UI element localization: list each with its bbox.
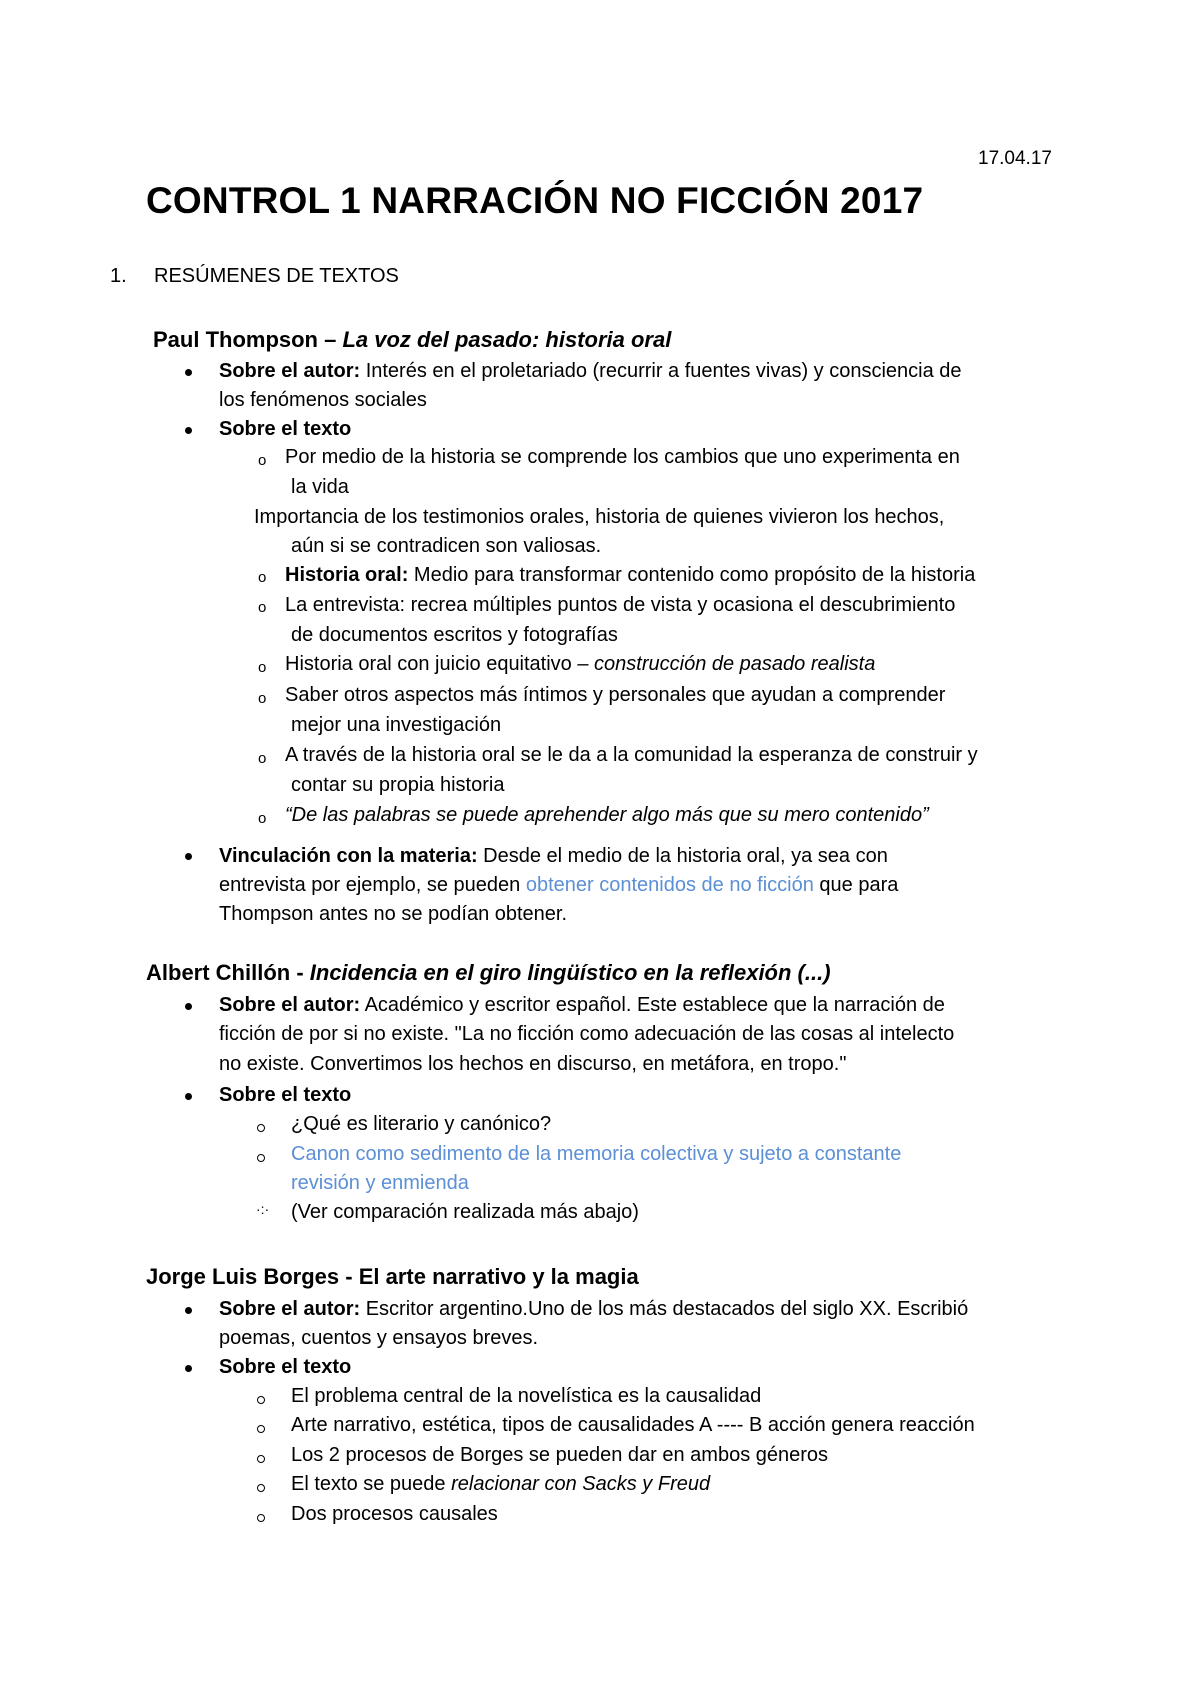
sub-bullet-icon — [257, 1396, 265, 1404]
thompson-vinc-text: Desde el medio de la historia oral, ya sea con — [477, 845, 888, 867]
thompson-s1-line2: la vida — [291, 476, 349, 498]
thompson-vinc-text-c: que para — [813, 874, 899, 896]
chillon-texto-label: Sobre el texto — [219, 1084, 352, 1106]
sub-bullet-icon: o — [258, 659, 267, 676]
section-label: RESÚMENES DE TEXTOS — [154, 265, 399, 287]
bullet-icon — [185, 427, 192, 434]
chillon-autor-line2: ficción de por si no existe. "La no ficción como adecuación de las cosas al intelecto — [219, 1023, 955, 1045]
thompson-texto-label: Sobre el texto — [219, 418, 352, 440]
borges-autor-label: Sobre el autor: — [219, 1298, 361, 1320]
thompson-autor-text: Interés en el proletariado (recurrir a fuentes vivas) y consciencia de — [360, 360, 962, 382]
chillon-work: Incidencia en el giro lingüístico en la reflexión (...) — [309, 960, 831, 985]
borges-s3: Los 2 procesos de Borges se pueden dar en ambos géneros — [291, 1444, 829, 1466]
chillon-s3: (Ver comparación realizada más abajo) — [291, 1201, 639, 1223]
thompson-s4-line2: de documentos escritos y fotografías — [291, 624, 618, 646]
chillon-autor-text: Académico y escritor español. Este establece que la narración de — [360, 994, 945, 1016]
sub-bullet-icon: o — [258, 569, 267, 586]
chillon-s1: ¿Qué es literario y canónico? — [291, 1113, 552, 1135]
thompson-s4-line1: La entrevista: recrea múltiples puntos de vista y ocasiona el descubrimiento — [285, 594, 956, 616]
thompson-vinc-line2 — [219, 871, 898, 900]
thompson-vinc-line1 — [219, 842, 888, 871]
thompson-vinc-line3: Thompson antes no se podían obtener. — [219, 903, 568, 925]
borges-texto-label: Sobre el texto — [219, 1356, 352, 1378]
thompson-s3-label: Historia oral: — [285, 564, 409, 586]
thompson-s5-italic: construcción de pasado realista — [594, 653, 876, 675]
thompson-s7-line1: A través de la historia oral se le da a la comunidad la esperanza de construir y — [285, 744, 978, 766]
sub-bullet-icon: o — [258, 810, 267, 827]
sub-bullet-icon — [257, 1484, 265, 1492]
thompson-autor-line2: los fenómenos sociales — [219, 389, 427, 411]
bullet-icon — [185, 1003, 192, 1010]
sub-bullet-icon: o — [258, 452, 267, 469]
sub-bullet-icon — [257, 1514, 265, 1522]
thompson-autor-line1 — [219, 357, 962, 386]
document-title: CONTROL 1 NARRACIÓN NO FICCIÓN 2017 — [146, 180, 924, 221]
thompson-s3 — [285, 561, 975, 590]
thompson-work: La voz del pasado: historia oral — [342, 327, 672, 352]
sub-bullet-icon: o — [258, 690, 267, 707]
bullet-icon — [185, 1093, 192, 1100]
borges-s5: Dos procesos causales — [291, 1503, 498, 1525]
thompson-s5-text: Historia oral con juicio equitativo – — [285, 653, 595, 675]
sub-bullet-icon: o — [258, 599, 267, 616]
borges-autor-text: Escritor argentino.Uno de los más destacados del siglo XX. Escribió — [360, 1298, 969, 1320]
thompson-author: Paul Thompson – — [153, 327, 343, 352]
sub-bullet-icon: ·:· — [256, 1201, 270, 1217]
bullet-icon — [185, 1307, 192, 1314]
borges-s4-text: El texto se puede — [291, 1473, 452, 1495]
borges-s2: Arte narrativo, estética, tipos de causalidades A ---- B acción genera reacción — [291, 1414, 975, 1436]
thompson-s2-line2: aún si se contradicen son valiosas. — [291, 535, 602, 557]
thompson-vinc-link: obtener contenidos de no ficción — [525, 874, 814, 896]
chillon-autor-line3: no existe. Convertimos los hechos en discurso, en metáfora, en tropo." — [219, 1053, 847, 1075]
chillon-s2-line2: revisión y enmienda — [291, 1172, 469, 1194]
thompson-s3-text: Medio para transformar contenido como propósito de la historia — [408, 564, 976, 586]
bullet-icon — [185, 1365, 192, 1372]
thompson-s5 — [285, 650, 875, 679]
thompson-autor-label: Sobre el autor: — [219, 360, 361, 382]
borges-s1: El problema central de la novelística es la causalidad — [291, 1385, 762, 1407]
chillon-autor-line1 — [219, 991, 945, 1020]
sub-bullet-icon — [257, 1154, 265, 1162]
borges-autor-line1 — [219, 1295, 968, 1324]
document-date: 17.04.17 — [978, 148, 1052, 169]
chillon-s2-line1: Canon como sedimento de la memoria colectiva y sujeto a constante — [291, 1143, 902, 1165]
bullet-icon — [185, 853, 192, 860]
thompson-s6-line1: Saber otros aspectos más íntimos y personales que ayudan a comprender — [285, 684, 946, 706]
sub-bullet-icon: o — [258, 750, 267, 767]
thompson-vinc-label: Vinculación con la materia: — [219, 845, 478, 867]
chillon-heading — [146, 960, 831, 986]
thompson-s2-line1: Importancia de los testimonios orales, historia de quienes vivieron los hechos, — [254, 506, 945, 528]
borges-autor-line2: poemas, cuentos y ensayos breves. — [219, 1327, 539, 1349]
borges-s4-italic: relacionar con Sacks y Freud — [451, 1473, 711, 1495]
sub-bullet-icon — [257, 1455, 265, 1463]
thompson-s1-line1: Por medio de la historia se comprende los cambios que uno experimenta en — [285, 446, 960, 468]
section-heading — [110, 265, 399, 288]
thompson-heading — [153, 327, 671, 353]
bullet-icon — [185, 369, 192, 376]
thompson-vinc-text-a: entrevista por ejemplo, se pueden — [219, 874, 526, 896]
section-number: 1. — [110, 265, 127, 287]
thompson-s6-line2: mejor una investigación — [291, 714, 502, 736]
sub-bullet-icon — [257, 1425, 265, 1433]
sub-bullet-icon — [257, 1124, 265, 1132]
borges-s4 — [291, 1470, 710, 1499]
borges-heading: Jorge Luis Borges - El arte narrativo y la magia — [146, 1264, 639, 1289]
thompson-s7-line2: contar su propia historia — [291, 774, 505, 796]
chillon-author: Albert Chillón - — [146, 960, 310, 985]
thompson-s8-quote: “De las palabras se puede aprehender algo más que su mero contenido” — [285, 804, 929, 826]
chillon-autor-label: Sobre el autor: — [219, 994, 361, 1016]
